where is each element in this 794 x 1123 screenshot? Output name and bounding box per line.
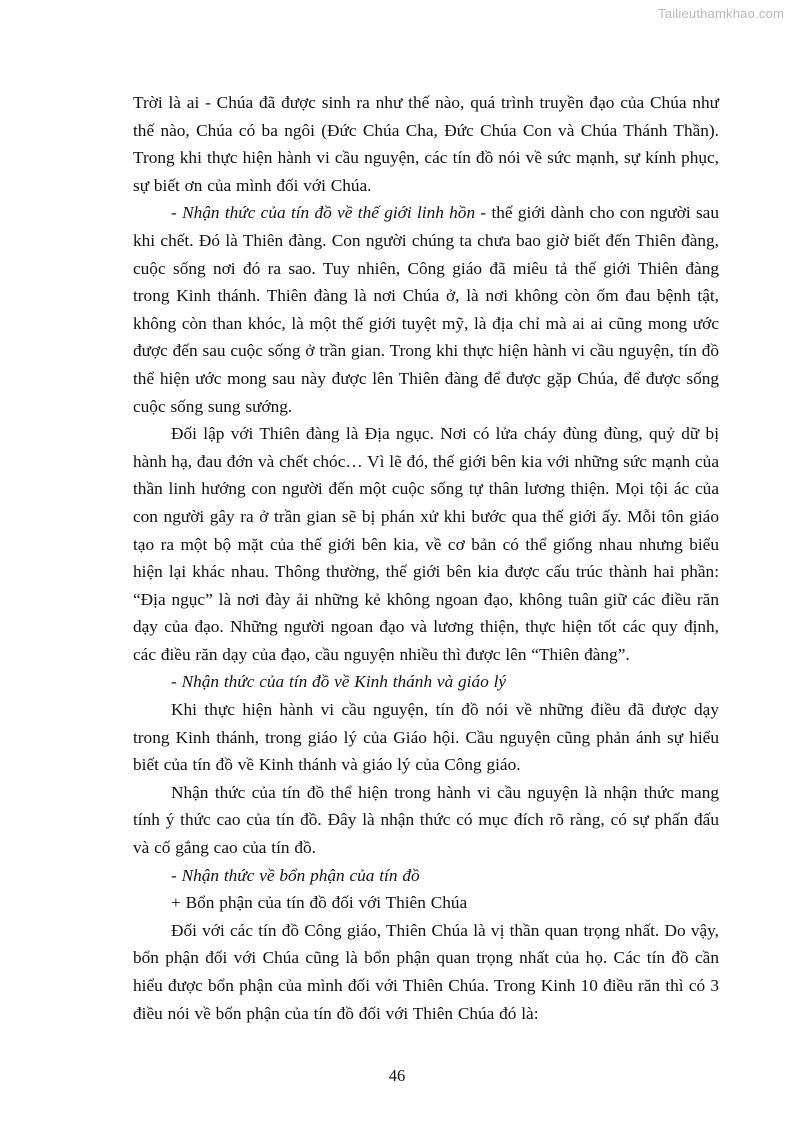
paragraph-text: + Bổn phận của tín đồ đối với Thiên Chúa (171, 893, 468, 913)
paragraph-text: Nhận thức của tín đồ thể hiện trong hành vi cầu nguyện là nhận thức mang tính ý thức cao của tín đồ. Đây là nhận thức có mục đích rõ ràng, có sự phấn đấu và cố gắng cao của tín đồ. (133, 782, 719, 858)
paragraph-text: - thế giới dành cho con người sau khi chết. Đó là Thiên đàng. Con người chúng ta chưa bao giờ biết đến Thiên đàng, cuộc sống nơi đó ra sao. Tuy nhiên, Công giáo đã miêu tả thế giới Thiên đàng trong Kinh thánh. Thiên đàng là nơi Chúa ở, là nơi không còn ốm đau bệnh tật, không còn than khóc, là một thế giới tuyệt mỹ, là địa chỉ mà ai ai cũng mong ước được đến sau cuộc sống ở trần gian. Trong khi thực hiện hành vi cầu nguyện, tín đồ thể hiện ước mong sau này được lên Thiên đàng để được gặp Chúa, để được sống cuộc sống sung sướng. (133, 203, 719, 416)
paragraph-italic-lead: - Nhận thức của tín đồ về Kinh thánh và giáo lý (171, 672, 507, 692)
subheading-scripture (133, 668, 719, 696)
watermark: Tailieuthamkhao.com (658, 6, 784, 21)
subheading-duty (133, 862, 719, 890)
paragraph-soul-world (133, 199, 719, 420)
paragraph-text: Đối với các tín đồ Công giáo, Thiên Chúa là vị thần quan trọng nhất. Do vậy, bổn phận đối với Chúa cũng là bổn phận quan trọng nhất của họ. Các tín đồ cần hiểu được bổn phận của mình đối với Thiên Chúa. Trong Kinh 10 điều răn thì có 3 điều nói về bổn phận của tín đồ đối với Thiên Chúa đó là: (133, 920, 719, 1023)
paragraph-text: Đối lập với Thiên đàng là Địa ngục. Nơi có lửa cháy đùng đùng, quỷ dữ bị hành hạ, đau đớn và chết chóc… Vì lẽ đó, thế giới bên kia với những sức mạnh của thần linh hướng con người đến một cuộc sống tự thân lương thiện. Mọi tội ác của con người gây ra ở trần gian sẽ bị phán xử khi bước qua thế giới ấy. Mỗi tôn giáo tạo ra một bộ mặt của thế giới bên kia, về cơ bản có thể giống nhau nhưng biểu hiện lại khác nhau. Thông thường, thế giới bên kia được cấu trúc thành hai phần: “Địa ngục” là nơi đày ải những kẻ không ngoan đạo, không tuân giữ các điều răn dạy của đạo. Những người ngoan đạo và lương thiện, thực hiện tốt các quy định, các điều răn dạy của đạo, cầu nguyện nhiều thì được lên “Thiên đàng”. (133, 424, 719, 664)
paragraph-scripture (133, 696, 719, 779)
paragraph-italic-lead: - Nhận thức về bổn phận của tín đồ (171, 865, 420, 885)
paragraph-hell (133, 420, 719, 668)
paragraph-text: Trời là ai - Chúa đã được sinh ra như thế nào, quá trình truyền đạo của Chúa như thế nào, Chúa có ba ngôi (Đức Chúa Cha, Đức Chúa Con và Chúa Thánh Thần). Trong khi thực hiện hành vi cầu nguyện, các tín đồ nói về sức mạnh, sự kính phục, sự biết ơn của mình đối với Chúa. (133, 93, 719, 195)
paragraph-god-nature (133, 89, 719, 199)
paragraph-awareness (133, 779, 719, 862)
paragraph-italic-lead: - Nhận thức của tín đồ về thế giới linh hồn (171, 203, 476, 223)
document-body (133, 89, 719, 1027)
paragraph-text: Khi thực hiện hành vi cầu nguyện, tín đồ nói về những điều đã được dạy trong Kinh thánh, trong giáo lý của Giáo hội. Cầu nguyện cũng phản ánh sự hiểu biết của tín đồ về Kinh thánh và giáo lý của Công giáo. (133, 700, 719, 775)
paragraph-duty-to-god (133, 917, 719, 1027)
page-number: 46 (388, 1066, 406, 1085)
subheading-duty-to-god (133, 889, 719, 917)
